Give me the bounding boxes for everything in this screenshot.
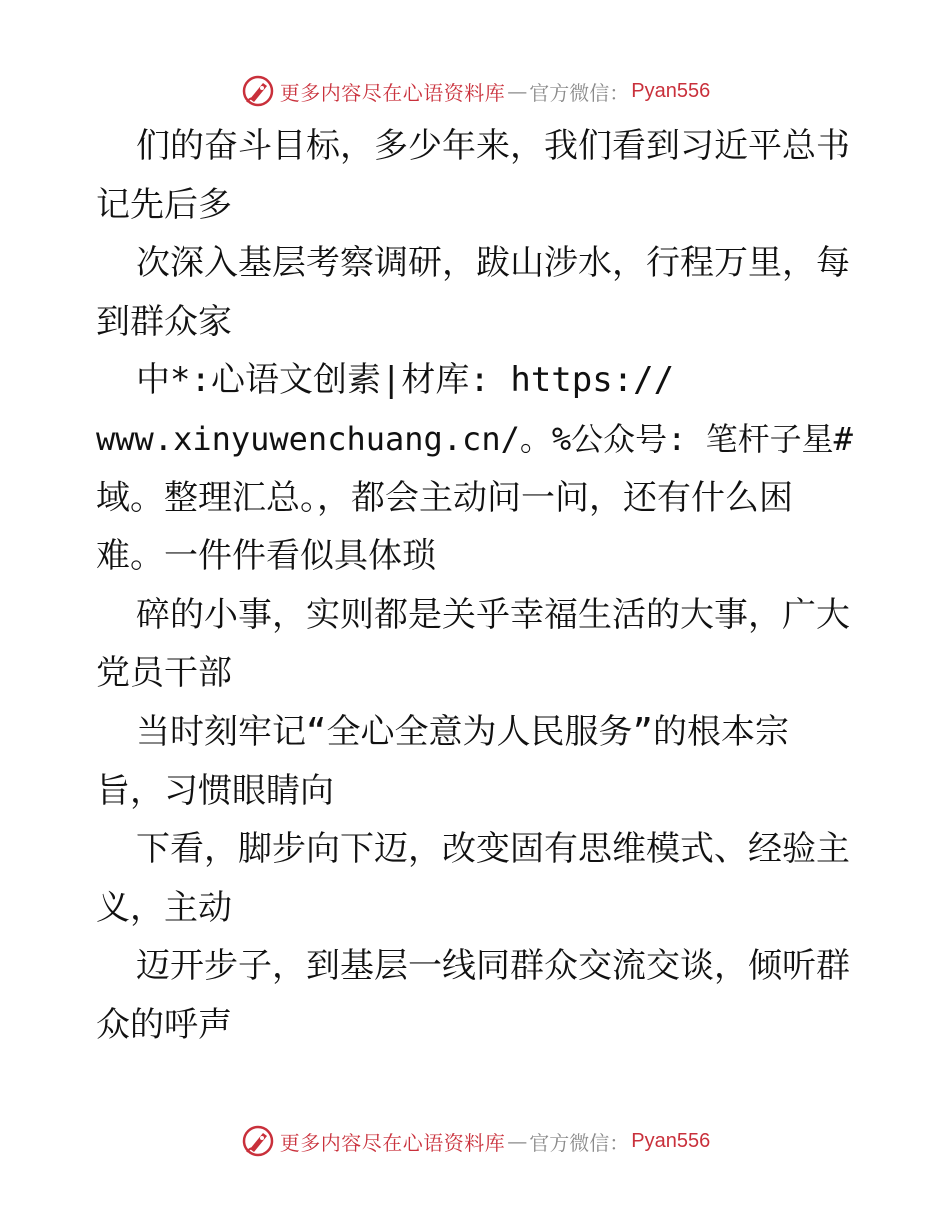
- wechat-label: 官方微信：: [529, 1130, 630, 1155]
- text-line: 下看，脚步向下迈，改变固有思维模式、经验主: [136, 829, 850, 870]
- text-line: 记先后多: [96, 184, 232, 225]
- text-line: 众的呼声: [96, 1004, 232, 1045]
- separator-dash: —: [507, 79, 528, 103]
- text-line: 到群众家: [96, 301, 232, 342]
- pen-nib-logo-icon: [240, 73, 276, 109]
- wechat-id: Pyan556: [631, 1129, 711, 1152]
- text-line: 域。整理汇总。，都会主动问一问，还有什么困: [96, 477, 793, 518]
- separator-dash: —: [507, 1129, 528, 1153]
- text-line: 碎的小事，实则都是关乎幸福生活的大事，广大: [136, 594, 850, 635]
- site-name-text: 更多内容尽在心语资料库: [279, 1130, 506, 1155]
- body-text: [96, 117, 876, 1055]
- text-line: 党员干部: [96, 653, 232, 694]
- footer-banner: [0, 1121, 950, 1161]
- text-line: 次深入基层考察调研，跋山涉水，行程万里，每: [136, 243, 850, 284]
- wechat-label: 官方微信：: [529, 80, 630, 105]
- site-name-text: 更多内容尽在心语资料库: [279, 80, 506, 105]
- pen-nib-logo-icon: [240, 1123, 276, 1159]
- wechat-id: Pyan556: [631, 79, 711, 102]
- text-line: 难。一件件看似具体琐: [96, 536, 436, 577]
- text-line: 迈开步子，到基层一线同群众交流交谈，倾听群: [136, 946, 850, 987]
- text-line: www.xinyuwenchuang.cn/。%公众号: 笔杆子星#: [96, 419, 853, 458]
- text-line: 旨，习惯眼睛向: [96, 770, 334, 811]
- header-banner: [0, 71, 950, 111]
- text-line: 义，主动: [96, 887, 232, 928]
- text-line: 们的奋斗目标，多少年来，我们看到习近平总书: [136, 126, 850, 166]
- text-line: 当时刻牢记“全心全意为人民服务”的根本宗: [136, 711, 789, 752]
- text-line: 中*:心语文创素|材库: https://: [136, 360, 675, 401]
